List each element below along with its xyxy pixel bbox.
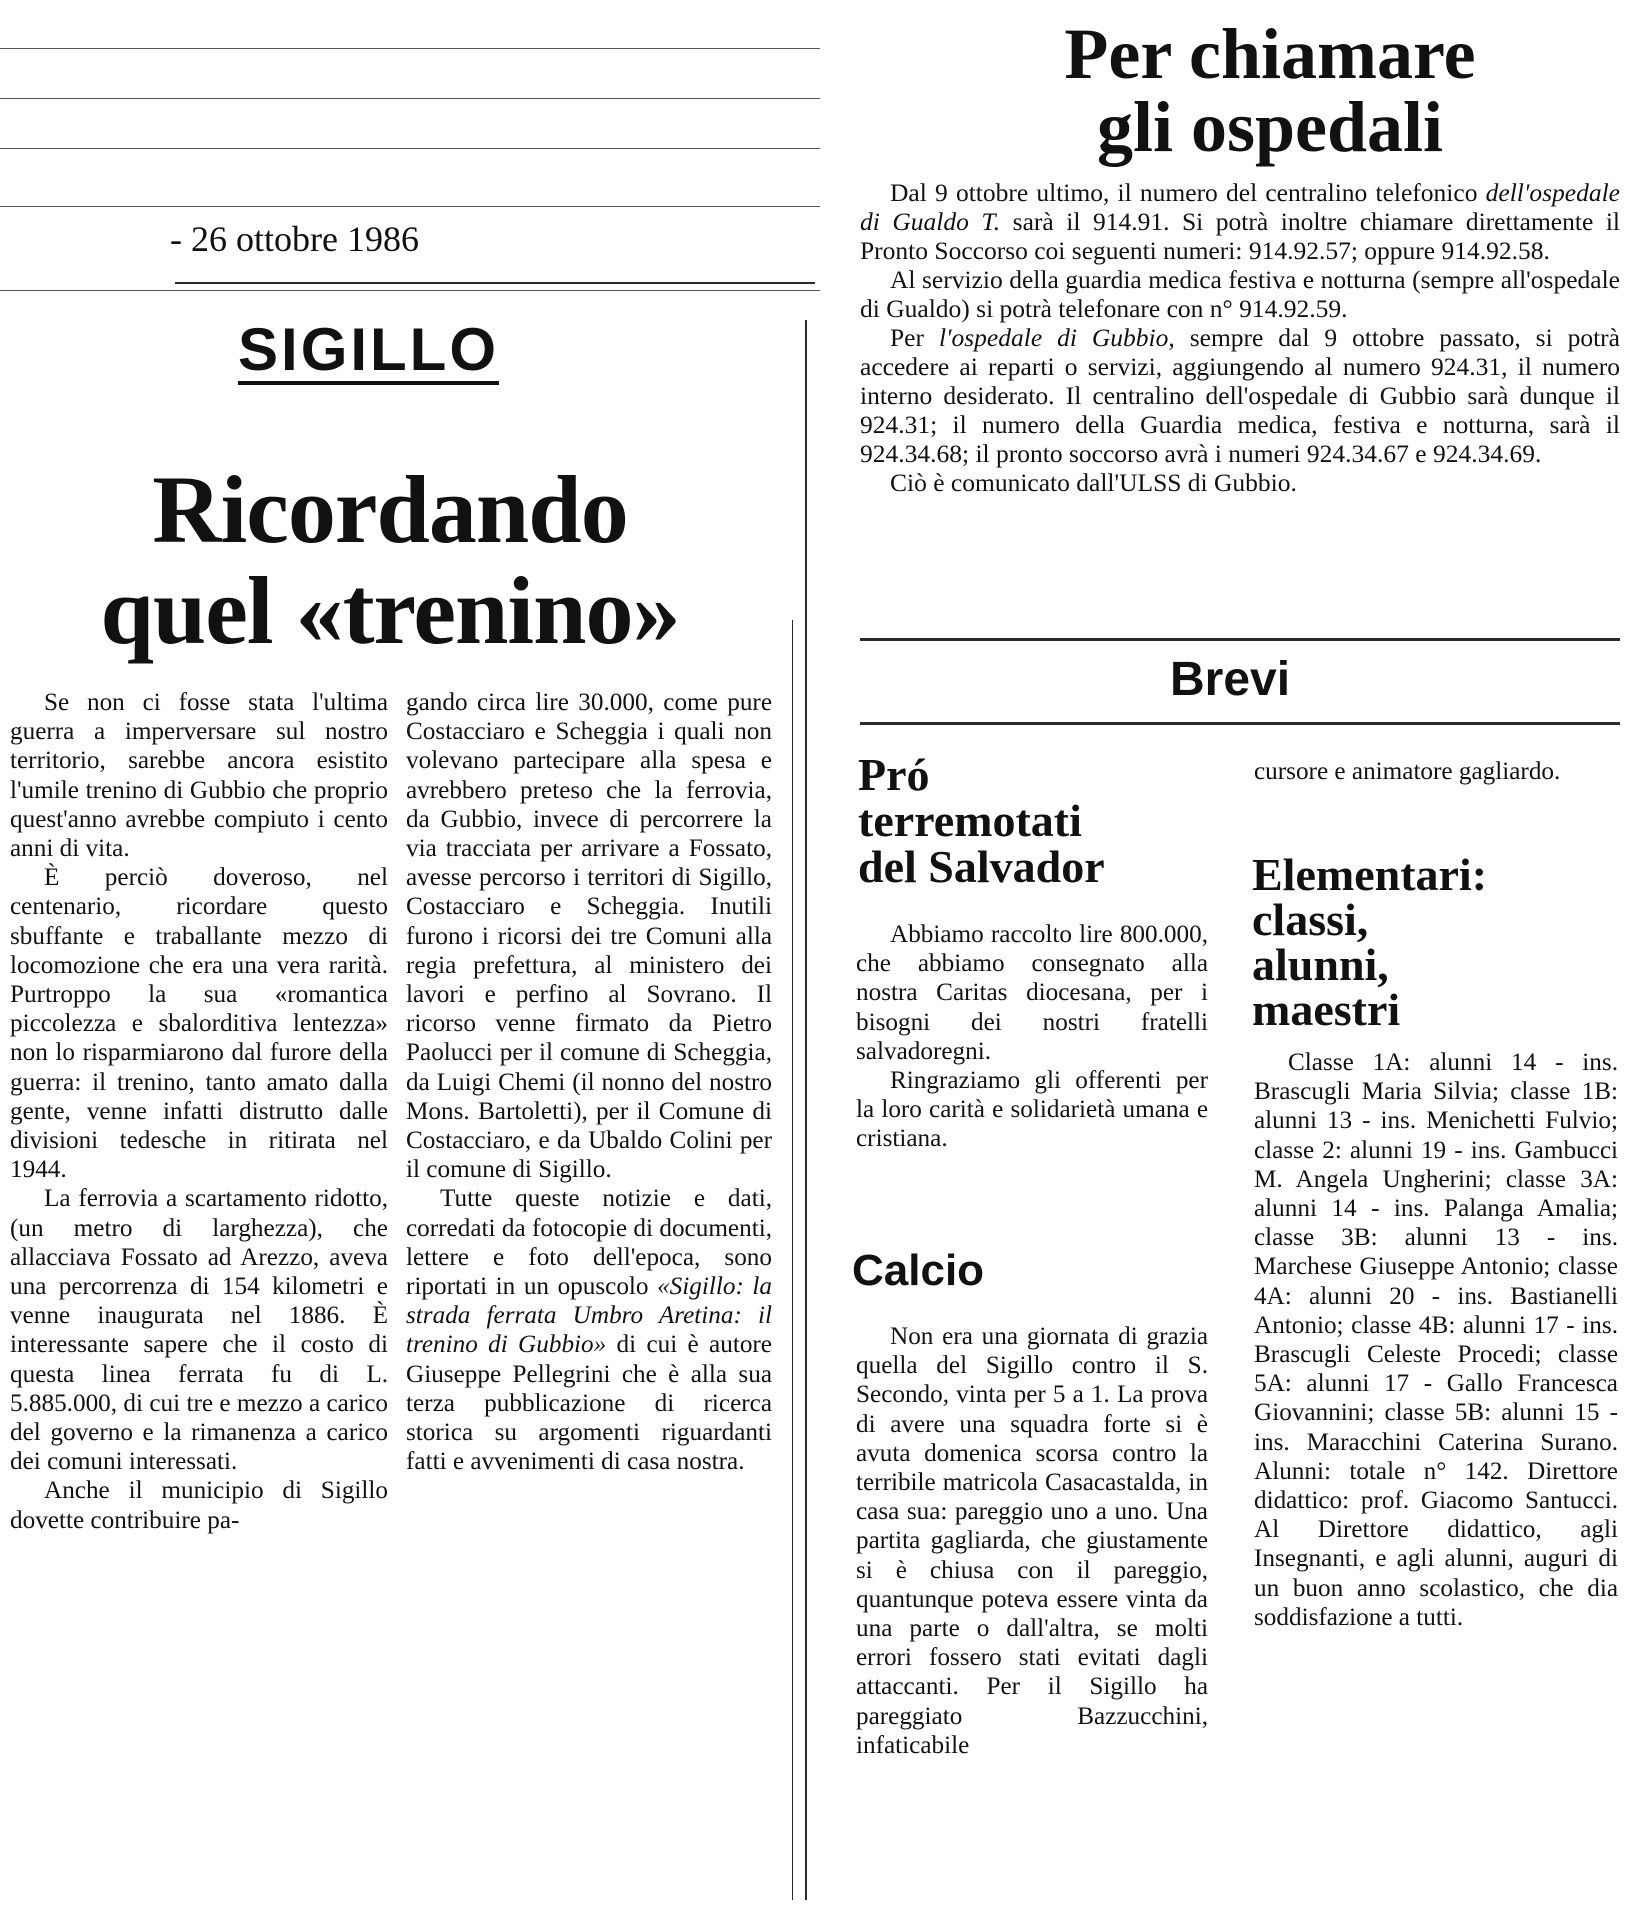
paragraph: gando circa lire 30.000, come pure Costacciaro e Scheggia i quali non volevano partecipare alla spesa e avrebbero preteso che la ferrovia, da Gubbio, invece di percorrere la via tracciata per arrivare a Fossato, avesse percorso i territori di Sigillo, Costacciaro e Scheggia. Inutili furono i ricorsi dei tre Comuni alla regia prefettura, al ministero dei lavori e perfino al Sovrano. Il ricorso venne firmato da Pietro Paolucci per il comune di Scheggia, da Luigi Chemi (il nonno del nostro Mons. Bartoletti), per il Comune di Costacciaro, e da Ubaldo Colini per il comune di Sigillo. [406, 689, 772, 1184]
salvador-text [856, 920, 1208, 1154]
article-column-2 [406, 688, 772, 1476]
paragraph: Anche il municipio di Sigillo dovette contribuire pa- [10, 1477, 388, 1534]
paragraph: Al servizio della guardia medica festiva e notturna (sempre all'ospedale di Gualdo) si potrà telefonare con n° 914.92.59. [860, 265, 1620, 323]
salvador-headline [858, 749, 1198, 892]
elementari-text [1254, 1048, 1618, 1632]
text: Per [890, 323, 939, 352]
calcio-continued [1254, 757, 1618, 786]
headline-line: gli ospedali [1096, 87, 1444, 168]
paragraph: Ciò è comunicato dall'ULSS di Gubbio. [890, 468, 1297, 497]
main-headline [80, 456, 700, 664]
section-rule [860, 638, 1620, 641]
headline-line: quel «trenino» [100, 556, 680, 664]
section-title: SIGILLO [238, 316, 499, 383]
text: sempre dal 9 ottobre passato, si potrà accedere ai reparti o servizi, aggiungendo al numero 924.31, il numero interno desiderato. Il centralino dell'ospedale di Gubbio sarà dunque il 924.31; il numero della Guardia medica, festiva e notturna, sarà il 924.34.68; il pronto soccorso avrà i numeri 924.34.67 e 924.34.69. [860, 323, 1620, 468]
headline-line: Ricordando [152, 456, 628, 563]
column-divider [792, 620, 793, 1900]
text: sarà il 914.91. Si potrà inoltre chiamare direttamente il Pronto Soccorso coi seguenti numeri: 914.92.57; oppure 914.92.58. [860, 207, 1620, 265]
paragraph: Abbiamo raccolto lire 800.000, che abbiamo consegnato alla nostra Caritas diocesana, per i bisogni dei nostri fratelli salvadoregni. [856, 921, 1208, 1065]
clip-rule [0, 148, 820, 149]
column-divider [805, 320, 807, 1900]
headline-line: Per chiamare [1064, 14, 1476, 94]
paragraph: Classe 1A: alunni 14 - ins. Brascugli Maria Silvia; classe 1B: alunni 13 - ins. Menichetti Fulvio; classe 2: alunni 19 - ins. Gambucci M. Angela Ungherini; classe 3A: alunni 14 - ins. Palanga Amalia; classe 3B: alunni 13 - ins. Marchese Giuseppe Antonio; classe 4A: alunni 20 - ins. Bastianelli Antonio; classe 4B: alunni 17 - ins. Brascugli Celeste Procedi; classe 5A: alunni 17 - Gallo Francesca Giovannini; classe 5B: alunni 15 - ins. Maracchini Caterina Surano. Alunni: totale n° 142. Direttore didattico: prof. Giacomo Santucci. Al Direttore didattico, agli Insegnanti, e agli alunni, auguri di un buon anno scolastico, che dia soddisfazione a tutti. [1254, 1049, 1618, 1631]
hospital-headline [1010, 14, 1530, 168]
paragraph: Se non ci fosse stata l'ultima guerra a imperversare sul nostro territorio, sarebbe ancora esistito l'umile trenino di Gubbio che proprio quest'anno avrebbe compiuto i cento anni di vita. [10, 689, 388, 863]
paragraph: È perciò doveroso, nel centenario, ricordare questo sbuffante e traballante mezzo di locomozione che era una vera rarità. Purtroppo la sua «romantica piccolezza e sbalorditiva lentezza» non lo risparmiarono dal furore della guerra: il trenino, tanto amato dalla gente, venne infatti distrutto dalle divisioni tedesche in ritirata nel 1944. [10, 864, 388, 1184]
clip-rule [0, 206, 820, 207]
headline-line: Elementari: [1252, 849, 1488, 900]
elementari-headline [1252, 849, 1622, 1035]
paragraph: La ferrovia a scartamento ridotto, (un metro di larghezza), che allacciava Fossato ad Arezzo, aveva una percorrenza di 154 kilometri e venne inaugurata nel 1886. È interessante sapere che il costo di questa linea ferrata fu di L. 5.885.000, di cui tre e mezzo a carico del governo e la rimanenza a carico dei comuni interessati. [10, 1185, 388, 1476]
clip-rule [0, 98, 820, 99]
paragraph: cursore e animatore gagliardo. [1254, 758, 1561, 785]
paragraph [860, 323, 1620, 468]
paragraph: Non era una giornata di grazia quella del Sigillo contro il S. Secondo, vinta per 5 a 1. La prova di avere una squadra forte si è avuta domenica scorsa contro la terribile matricola Casacastalda, in casa sua: pareggio uno a uno. Una partita gagliarda, che giustamente si è chiusa con il pareggio, quantunque poteva essere vinta da una parte o dall'altra, se molti errori fossero stati evitati dagli attaccanti. Per il Sigillo ha pareggiato Bazzucchini, infaticabile [856, 1323, 1208, 1759]
paragraph: Ringraziamo gli offerenti per la loro carità e solidarietà umana e cristiana. [856, 1067, 1208, 1153]
headline-line: alunni, [1252, 939, 1389, 990]
article-date: - 26 ottobre 1986 [170, 219, 419, 259]
paragraph [406, 1184, 772, 1476]
headline-line: classi, [1252, 894, 1369, 945]
date-rule [175, 282, 815, 284]
calcio-headline: Calcio [852, 1246, 985, 1295]
section-rule [860, 722, 1620, 725]
article-column-1 [10, 688, 388, 1535]
brevi-section-label: Brevi [1170, 653, 1291, 706]
paragraph [860, 178, 1620, 265]
booklet-title: «Sigillo: la strada ferrata Umbro Aretina: il trenino di Gubbio» [406, 1273, 772, 1359]
headline-line: Pró [858, 749, 930, 800]
headline-line: del Salvador [858, 841, 1105, 892]
text: di cui è autore Giuseppe Pellegrini che è alla sua terza pubblicazione di ricerca storica su argomenti riguardanti fatti e avvenimenti di casa nostra. [406, 1331, 772, 1476]
calcio-text [856, 1322, 1208, 1760]
text: Tutte queste notizie e dati, corredati da fotocopie di documenti, lettere e foto dell'epoca, sono riportati in un opuscolo [406, 1185, 772, 1301]
hospital-article [860, 178, 1620, 497]
text: l'ospedale di Gubbio, [938, 323, 1175, 352]
text: dell'ospedale di Gualdo T. [860, 178, 1620, 236]
text: Dal 9 ottobre ultimo, il numero del centralino telefonico [890, 178, 1486, 207]
headline-line: terremotati [858, 795, 1082, 846]
clip-rule [0, 48, 820, 49]
clip-rule [0, 290, 820, 291]
headline-line: maestri [1252, 984, 1401, 1035]
